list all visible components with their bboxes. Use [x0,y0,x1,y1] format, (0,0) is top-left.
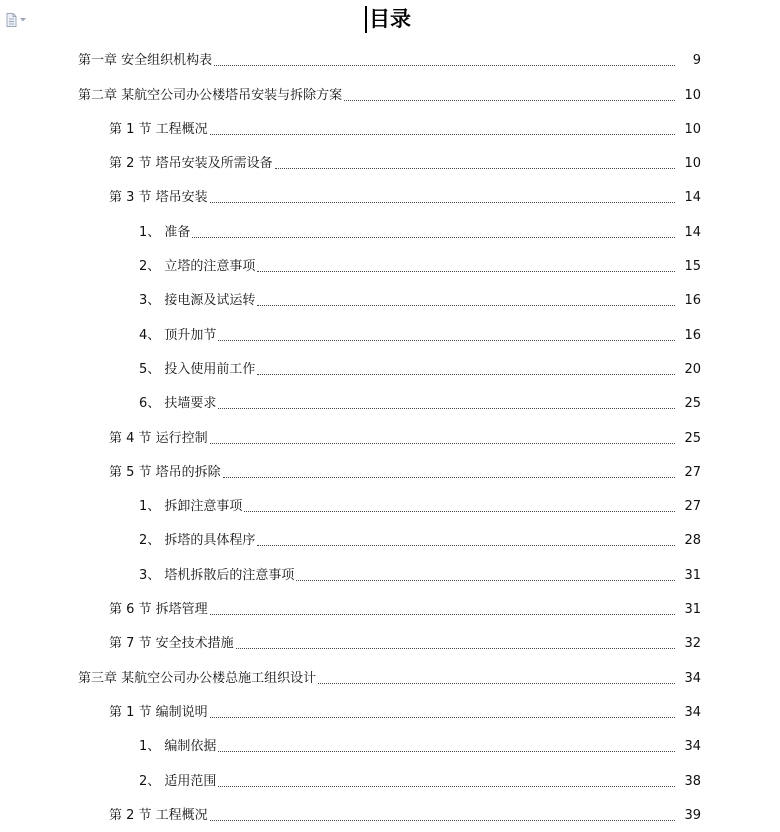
toc-dot-leader [257,305,675,306]
toc-entry-page-number: 16 [684,293,701,309]
toc-dot-leader [296,580,675,581]
toc-dot-leader [210,717,675,718]
toc-entry-title: 1、 编制依据 [139,739,217,755]
table-of-contents [0,42,780,831]
toc-dot-leader [210,443,675,444]
toc-entry-title: 第 1 节 编制说明 [109,704,208,720]
toc-entry-title: 第 3 节 塔吊安装 [109,190,208,206]
toc-entry-page-number: 25 [684,396,701,412]
toc-dot-leader [210,820,675,821]
toc-entry[interactable] [0,42,780,76]
toc-entry-title: 第 5 节 塔吊的拆除 [109,464,221,480]
toc-entry-title: 1、 准备 [139,224,191,240]
toc-entry-page-number: 39 [684,807,701,823]
toc-entry-page-number: 32 [684,636,701,652]
toc-entry-title: 2、 立塔的注意事项 [139,259,256,275]
toc-entry[interactable] [0,591,780,625]
toc-dot-leader [210,614,675,615]
toc-entry-page-number: 28 [684,533,701,549]
toc-entry-page-number: 9 [692,53,701,69]
toc-entry-page-number: 27 [684,499,701,515]
toc-entry-page-number: 15 [684,259,701,275]
toc-entry-title: 第 2 节 塔吊安装及所需设备 [109,156,273,172]
toc-dot-leader [244,511,675,512]
toc-entry[interactable] [0,282,780,316]
toc-entry-title: 第一章 安全组织机构表 [78,53,213,69]
toc-dot-leader [223,477,675,478]
toc-entry[interactable] [0,556,780,590]
toc-entry-title: 第三章 某航空公司办公楼总施工组织设计 [78,670,317,686]
toc-entry[interactable] [0,111,780,145]
toc-entry-page-number: 10 [684,156,701,172]
toc-entry-page-number: 31 [684,602,701,618]
toc-entry[interactable] [0,659,780,693]
toc-entry[interactable] [0,522,780,556]
toc-entry[interactable] [0,728,780,762]
toc-entry[interactable] [0,351,780,385]
toc-entry[interactable] [0,694,780,728]
toc-entry-page-number: 20 [684,361,701,377]
toc-dot-leader [214,65,675,66]
toc-entry[interactable] [0,488,780,522]
toc-dot-leader [318,683,675,684]
toc-dot-leader [257,374,675,375]
toc-entry-title: 第二章 某航空公司办公楼塔吊安装与拆除方案 [78,87,343,103]
toc-entry[interactable] [0,145,780,179]
toc-entry-page-number: 34 [684,670,701,686]
toc-entry-title: 1、 拆卸注意事项 [139,499,243,515]
toc-entry[interactable] [0,454,780,488]
toc-dot-leader [257,271,675,272]
toc-dot-leader [218,340,675,341]
toc-entry-page-number: 34 [684,704,701,720]
toc-entry-title: 第 4 节 运行控制 [109,430,208,446]
toc-entry-page-number: 34 [684,739,701,755]
toc-entry-page-number: 14 [684,224,701,240]
toc-entry[interactable] [0,419,780,453]
toc-entry[interactable] [0,797,780,831]
toc-entry-title: 第 1 节 工程概况 [109,121,208,137]
toc-entry[interactable] [0,316,780,350]
toc-entry-title: 2、 适用范围 [139,773,217,789]
toc-dot-leader [344,100,675,101]
toc-entry[interactable] [0,385,780,419]
toc-entry-title: 3、 塔机拆散后的注意事项 [139,567,295,583]
toc-dot-leader [210,202,675,203]
toc-entry-title: 4、 顶升加节 [139,327,217,343]
toc-dot-leader [275,168,675,169]
toc-entry-title: 第 7 节 安全技术措施 [109,636,234,652]
toc-dot-leader [210,134,675,135]
toc-entry-page-number: 10 [684,87,701,103]
page-title[interactable] [369,4,411,34]
toc-entry-page-number: 14 [684,190,701,206]
toc-entry-title: 5、 投入使用前工作 [139,361,256,377]
page-title-text: 目录 [369,7,411,31]
toc-dot-leader [218,408,675,409]
toc-entry[interactable] [0,213,780,247]
text-cursor [365,6,367,33]
toc-entry-page-number: 10 [684,121,701,137]
toc-entry-page-number: 31 [684,567,701,583]
toc-entry-page-number: 38 [684,773,701,789]
toc-dot-leader [218,786,675,787]
toc-dot-leader [236,648,675,649]
toc-entry[interactable] [0,179,780,213]
toc-dot-leader [218,751,675,752]
toc-entry-title: 第 6 节 拆塔管理 [109,602,208,618]
toc-entry-title: 第 2 节 工程概况 [109,807,208,823]
toc-entry[interactable] [0,76,780,110]
toc-entry[interactable] [0,762,780,796]
toc-entry[interactable] [0,248,780,282]
toc-entry-page-number: 27 [684,464,701,480]
toc-entry-title: 3、 接电源及试运转 [139,293,256,309]
toc-dot-leader [192,237,675,238]
toc-entry-title: 2、 拆塔的具体程序 [139,533,256,549]
toc-entry[interactable] [0,625,780,659]
toc-entry-page-number: 25 [684,430,701,446]
toc-dot-leader [257,545,675,546]
title-area [0,4,780,34]
toc-entry-title: 6、 扶墙要求 [139,396,217,412]
toc-entry-page-number: 16 [684,327,701,343]
